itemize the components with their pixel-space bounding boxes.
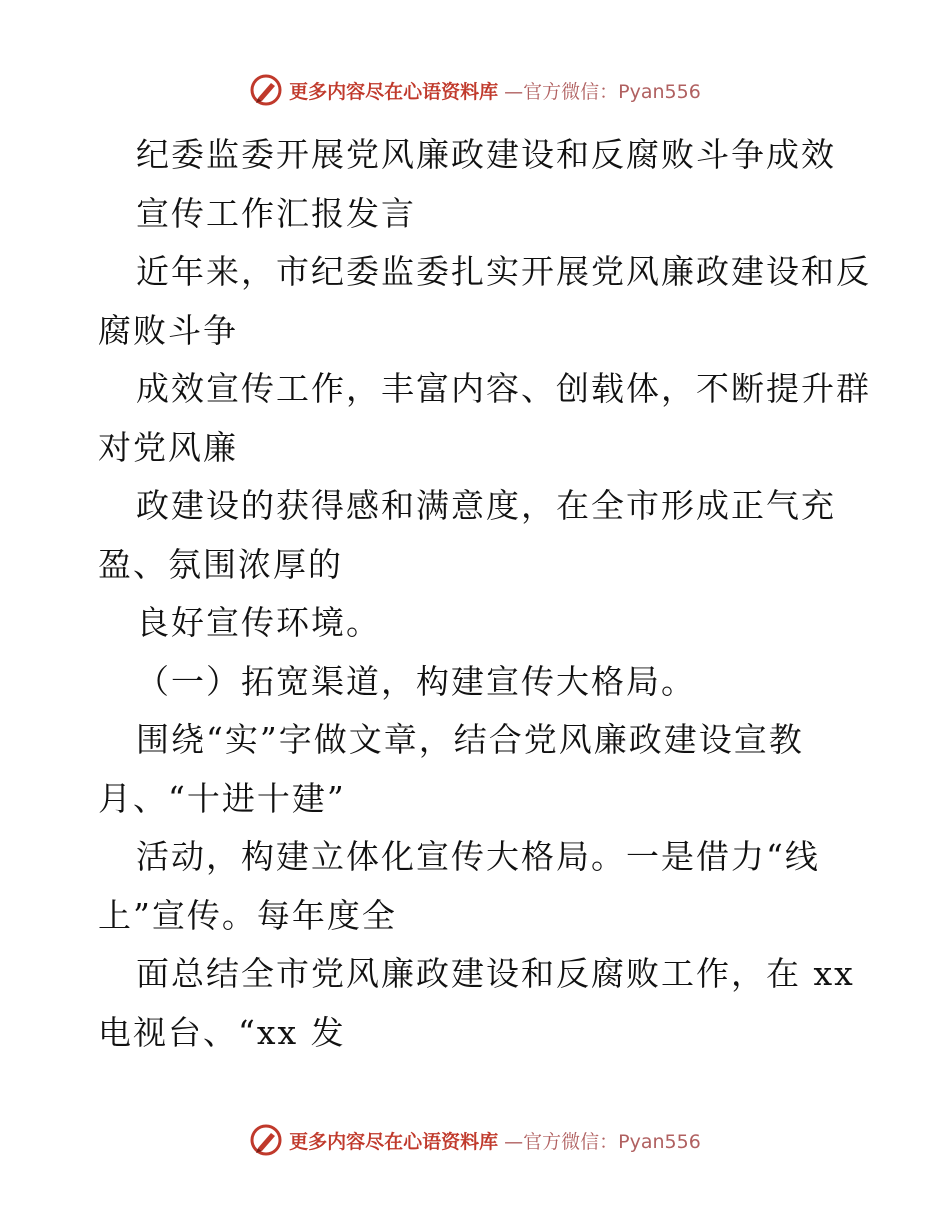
text-line: 月、“十进十建” — [98, 778, 346, 818]
text-line: 近年来，市纪委监委扎实开展党风廉政建设和反 — [136, 252, 871, 291]
text-line: 活动，构建立体化宣传大格局。一是借力“线 — [136, 837, 820, 876]
text-line: 对党风廉 — [98, 427, 238, 467]
document-body — [98, 126, 871, 1062]
text-line: 宣传工作汇报发言 — [136, 193, 416, 233]
text-line: （一）拓宽渠道，构建宣传大格局。 — [136, 661, 696, 701]
watermark-wechat: —官方微信：Pyan556 — [504, 80, 701, 103]
text-line: 电视台、“xx 发 — [98, 1012, 346, 1052]
text-line: 腐败斗争 — [98, 310, 238, 350]
text-line: 纪委监委开展党风廉政建设和反腐败斗争成效 — [136, 135, 836, 174]
text-line: 政建设的获得感和满意度，在全市形成正气充 — [136, 486, 836, 525]
pen-logo-icon — [249, 73, 283, 107]
watermark-title: 更多内容尽在心语资料库 — [289, 80, 499, 103]
watermark-title: 更多内容尽在心语资料库 — [289, 1130, 499, 1153]
watermark-wechat: —官方微信：Pyan556 — [504, 1130, 701, 1153]
text-line: 良好宣传环境。 — [136, 603, 381, 642]
text-line: 围绕“实”字做文章，结合党风廉政建设宣教 — [136, 720, 804, 759]
pen-logo-icon — [249, 1123, 283, 1157]
text-line: 盈、氛围浓厚的 — [98, 544, 343, 584]
text-line: 上”宣传。每年度全 — [98, 895, 397, 935]
footer-watermark — [0, 1120, 950, 1160]
text-line: 成效宣传工作，丰富内容、创载体，不断提升群 — [136, 369, 871, 408]
header-watermark — [0, 70, 950, 110]
text-line: 面总结全市党风廉政建设和反腐败工作，在 xx — [136, 954, 855, 993]
